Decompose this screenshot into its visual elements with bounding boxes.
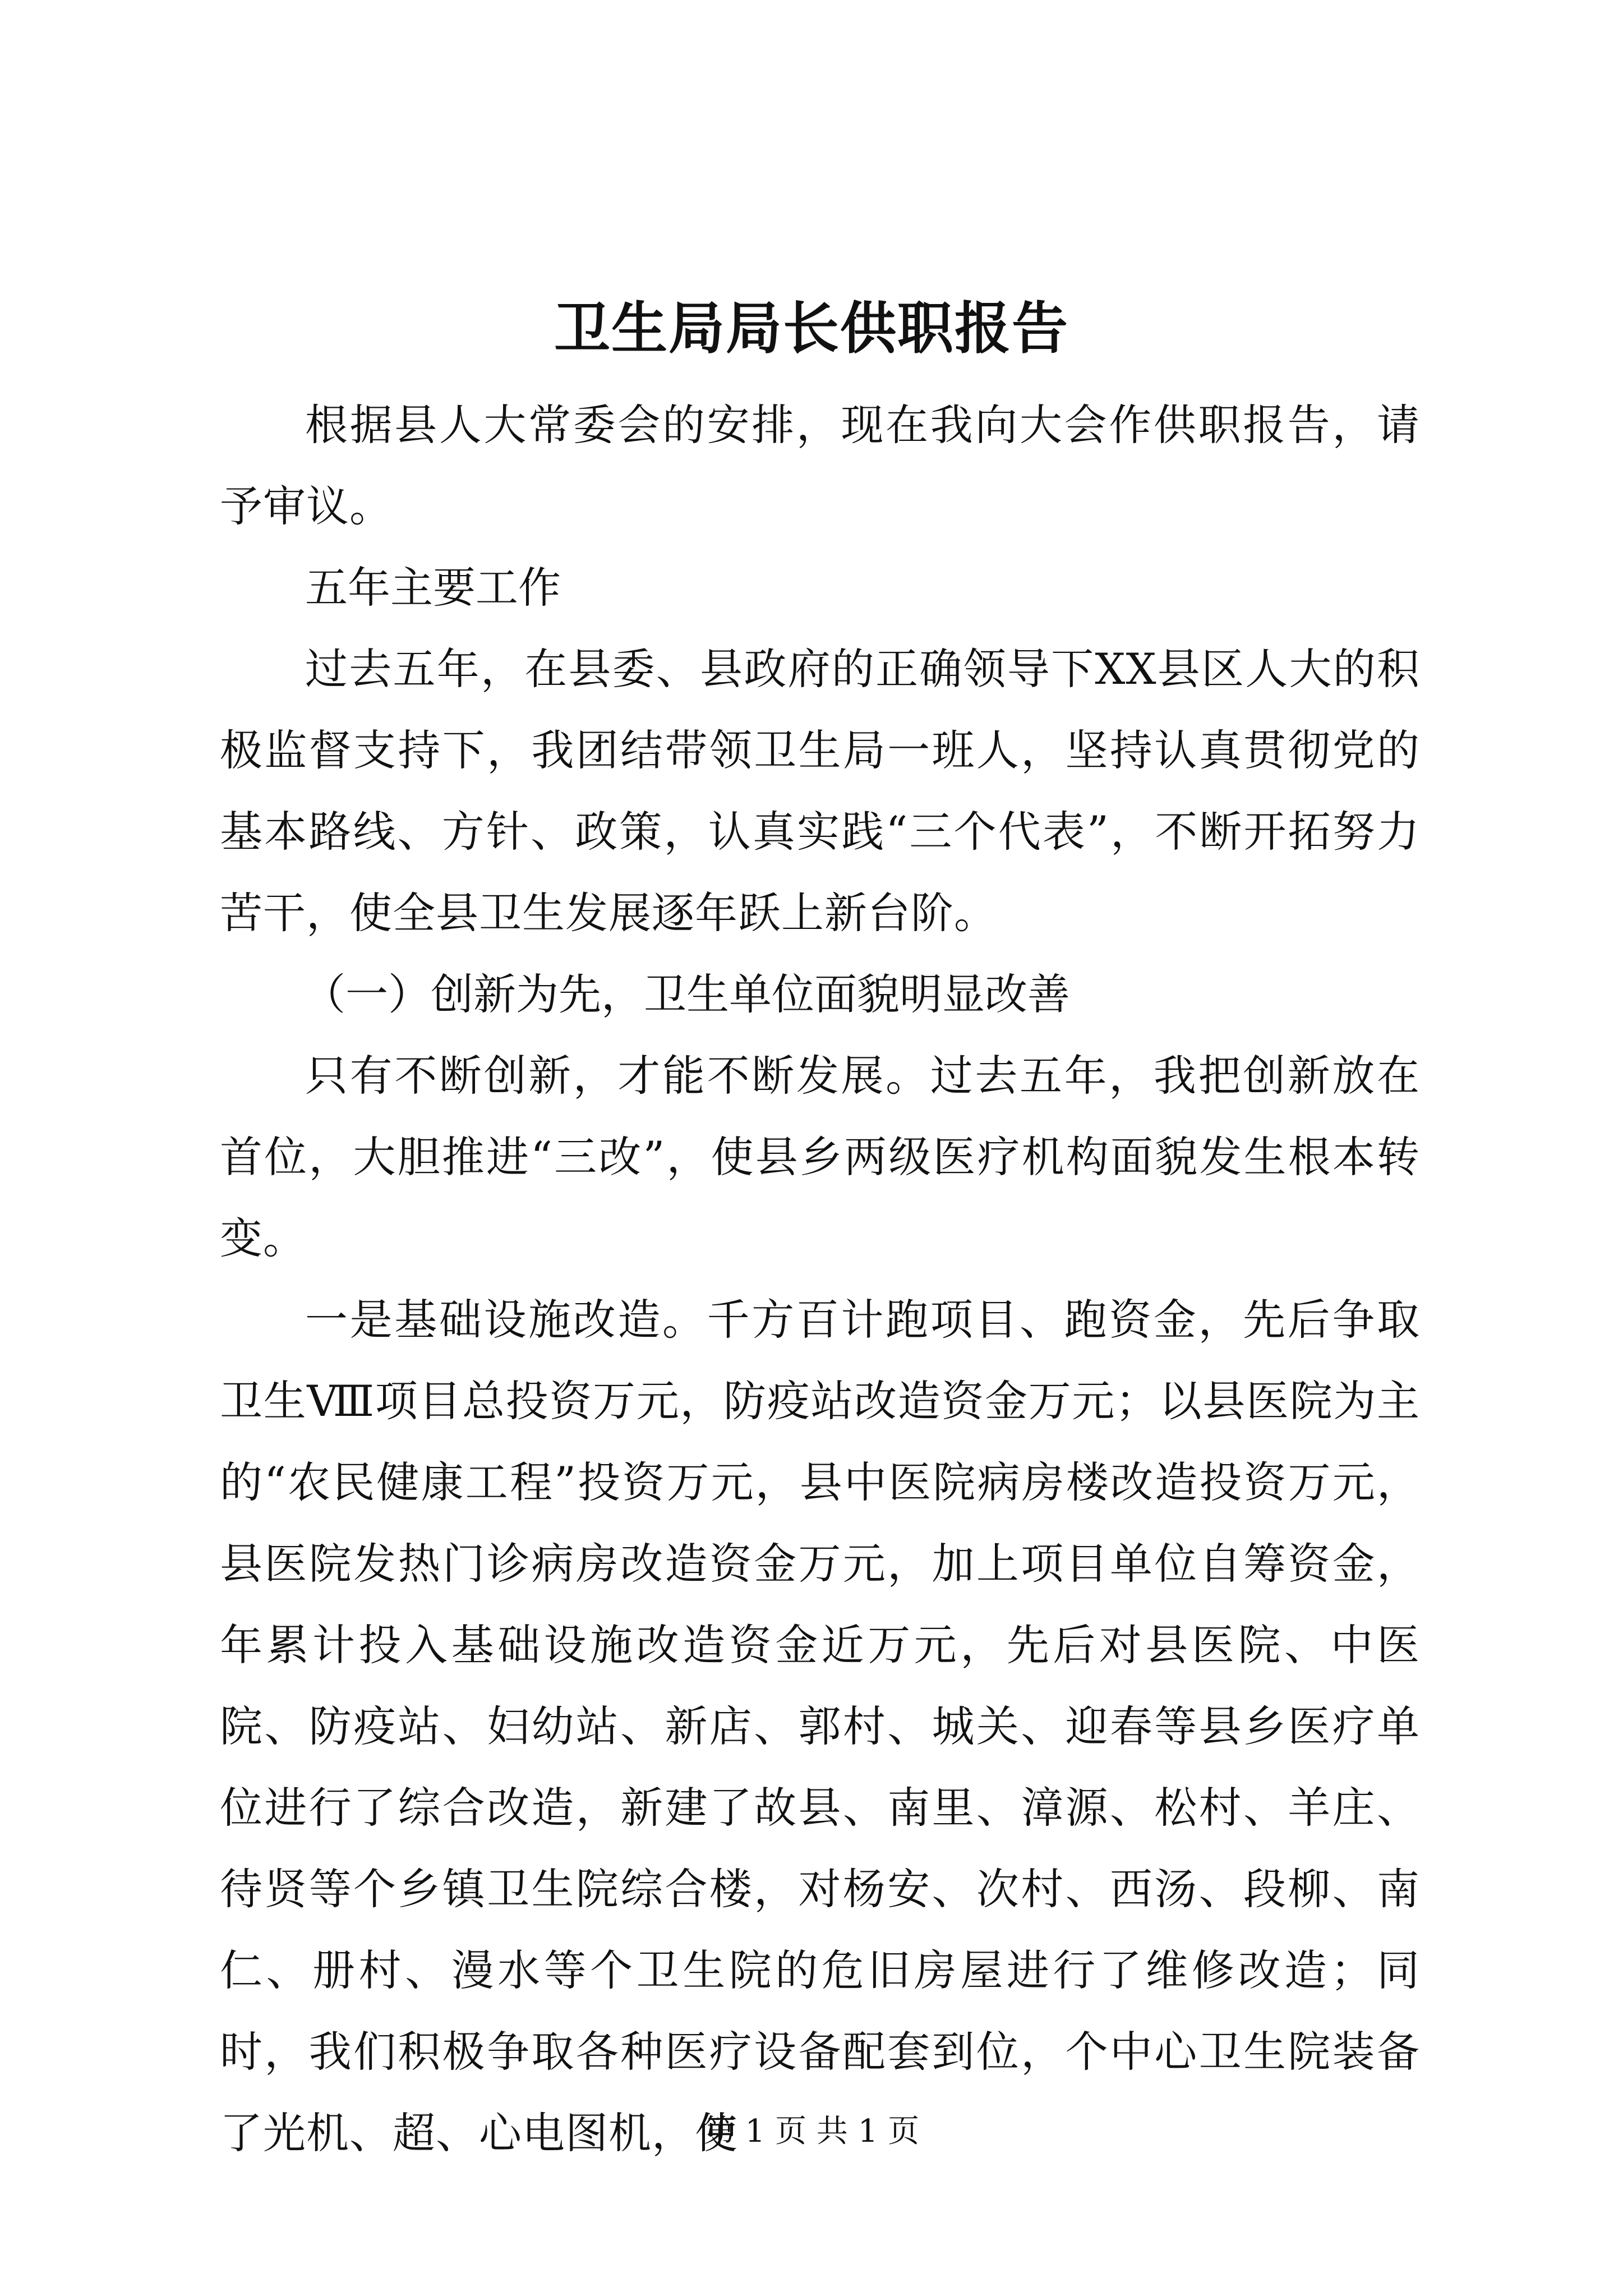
document-body	[220, 384, 1420, 2174]
page-footer: 第 1 页 共 1 页	[703, 2113, 920, 2150]
subsection-heading: （一）创新为先，卫生单位面貌明显改善	[303, 969, 1070, 1019]
paragraph-infrastructure: 一是基础设施改造。千方百计跑项目、跑资金，先后争取卫生Ⅷ项目总投资万元，防疫站改造资金万元；以县医院为主的“农民健康工程”投资万元，县中医院病房楼改造投资万元，县医院发热门诊病房改造资金万元，加上项目单位自筹资金，年累计投入基础设施改造资金近万元，先后对县医院、中医院、防疫站、妇幼站、新店、郭村、城关、迎春等县乡医疗单位进行了综合改造，新建了故县、南里、漳源、松村、羊庄、待贤等个乡镇卫生院综合楼，对杨安、次村、西汤、段柳、南仁、册村、漫水等个卫生院的危旧房屋进行了维修改造；同时，我们积极争取各种医疗设备配套到位，个中心卫生院装备了光机、超、心电图机，使	[220, 1295, 1420, 2158]
section-heading: 五年主要工作	[305, 563, 561, 613]
paragraph-intro: 根据县人大常委会的安排，现在我向大会作供职报告，请予审议。	[220, 400, 1420, 531]
paragraph-summary: 过去五年，在县委、县政府的正确领导下XX县区人大的积极监督支持下，我团结带领卫生局一班人，坚持认真贯彻党的基本路线、方针、政策，认真实践“三个代表”，不断开拓努力苦干，使全县卫生发展逐年跃上新台阶。	[220, 644, 1420, 938]
paragraph-innovation: 只有不断创新，才能不断发展。过去五年，我把创新放在首位，大胆推进“三改”，使县乡两级医疗机构面貌发生根本转变。	[220, 1051, 1420, 1263]
document-title: 卫生局局长供职报告	[554, 295, 1069, 361]
